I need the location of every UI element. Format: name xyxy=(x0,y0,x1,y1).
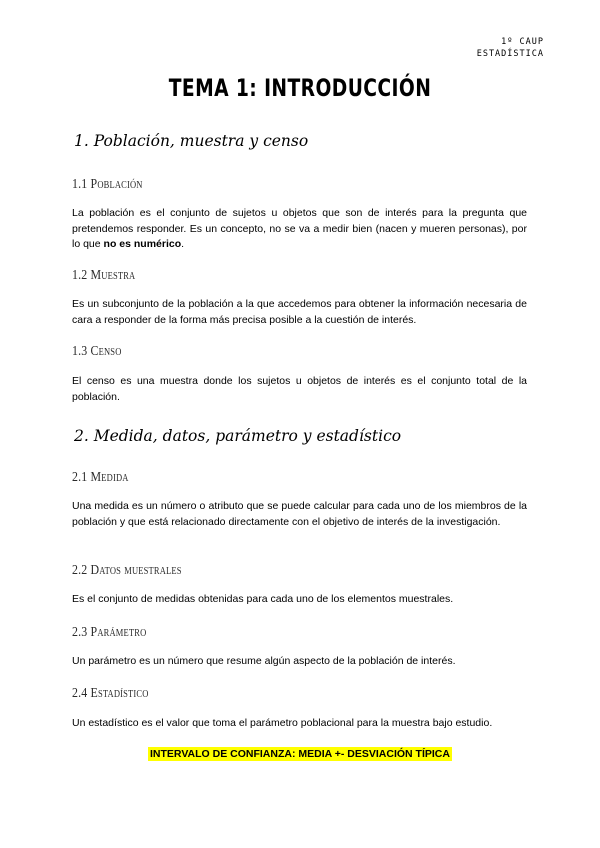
section-heading-2: 2. Medida, datos, parámetro y estadístico xyxy=(74,427,402,445)
paragraph-censo: El censo es una muestra donde los sujetos u objetos de interés es el conjunto total de la población. xyxy=(72,375,527,403)
section-heading-1: 1. Población, muestra y censo xyxy=(74,132,309,150)
subsection-heading-estadistico: 2.4 Estadístico xyxy=(72,686,149,701)
paragraph-parametro: Un parámetro es un número que resume algún aspecto de la población de interés. xyxy=(72,655,456,667)
course-label: 1º CAUP xyxy=(501,37,544,47)
subject-label: ESTADÍSTICA xyxy=(476,49,544,59)
subsection-heading-parametro: 2.3 Parámetro xyxy=(72,625,147,640)
page-header xyxy=(477,36,544,60)
subsection-heading-poblacion: 1.1 Población xyxy=(72,177,143,192)
page-title: TEMA 1: INTRODUCCIÓN xyxy=(168,74,432,102)
subsection-heading-censo: 1.3 Censo xyxy=(72,344,122,359)
subsection-heading-datos-muestrales: 2.2 Datos muestrales xyxy=(72,563,182,578)
bold-emphasis: no es numérico xyxy=(103,238,182,250)
subsection-heading-medida: 2.1 Medida xyxy=(72,470,129,485)
highlight-note xyxy=(0,744,600,762)
highlighted-text: INTERVALO DE CONFIANZA: MEDIA +- DESVIACIÓN TÍPICA xyxy=(150,748,450,760)
paragraph-poblacion: La población es el conjunto de sujetos u objetos que son de interés para la pregunta que pretendemos responder. Es un concepto, no se va a medir bien (nacen y mueren personas), por lo que no es numérico. xyxy=(72,207,527,250)
paragraph-estadistico: Un estadístico es el valor que toma el parámetro poblacional para la muestra bajo estudio. xyxy=(72,717,493,729)
paragraph-medida: Una medida es un número o atributo que se puede calcular para cada uno de los miembros de la población y que está relacionado directamente con el objetivo de interés de la investigación. xyxy=(72,500,527,528)
subsection-heading-muestra: 1.2 Muestra xyxy=(72,268,136,283)
paragraph-muestra: Es un subconjunto de la población a la que accedemos para obtener la información necesaria de cara a responder de la forma más precisa posible a la cuestión de interés. xyxy=(72,298,527,326)
paragraph-datos-muestrales: Es el conjunto de medidas obtenidas para cada uno de los elementos muestrales. xyxy=(72,593,454,605)
